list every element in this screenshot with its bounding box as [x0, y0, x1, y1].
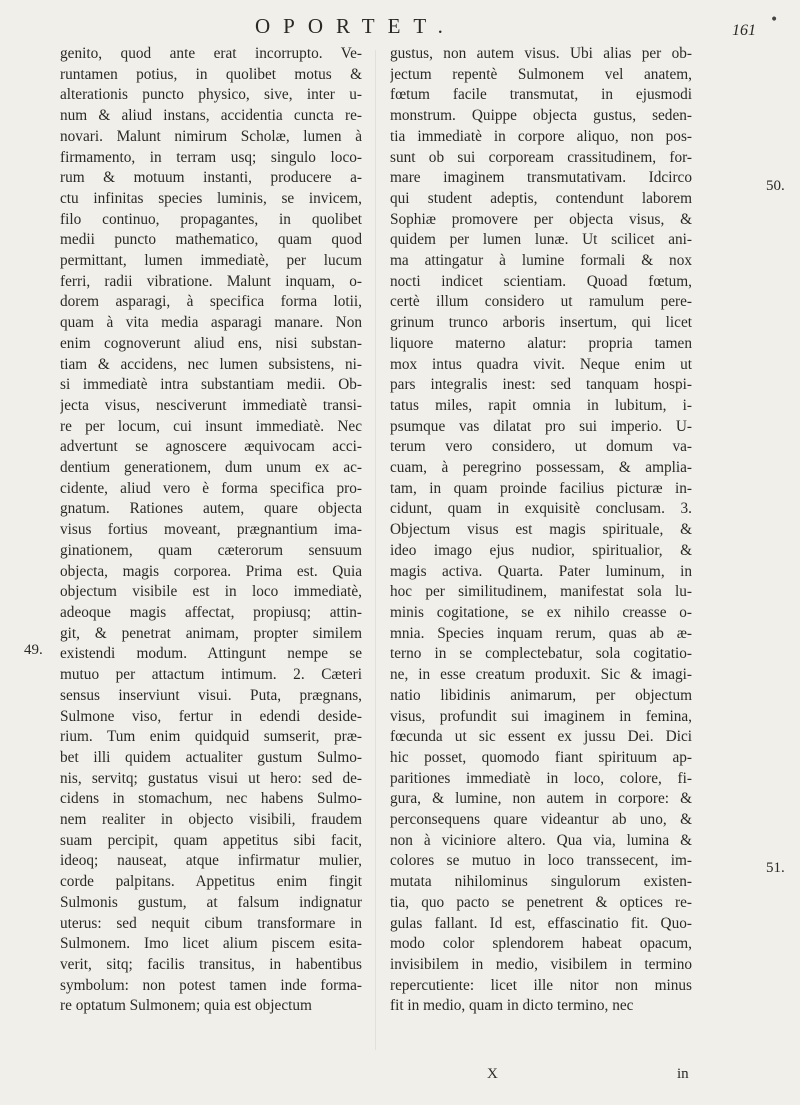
left-column-line: uterus: sed nequit cibum transformare in — [60, 914, 362, 932]
right-column-line: qui student adeptis, contendunt laborem — [390, 189, 692, 207]
right-column-line: mare imaginem transmutativam. Idcirco — [390, 169, 692, 187]
right-column-line: repercutiente: licet ille nitor non minus — [390, 976, 692, 994]
left-column-line: re optatum Sulmonem; quia est objectum — [60, 997, 312, 1015]
left-column-line: existendi modum. Attingunt nempe se — [60, 645, 362, 663]
right-column-line: mox intus quadra vivit. Neque enim ut — [390, 355, 692, 373]
right-column-line: Sophiæ promovere per objecta visus, & — [390, 210, 692, 228]
right-column-line: tia immediatè in corpore aliquo, non pos- — [390, 127, 692, 145]
left-column-line: filo continuo, propagantes, in quolibet — [60, 210, 362, 228]
right-column-line: tatus miles, rapit omnia in lubitum, i- — [390, 396, 692, 414]
right-column-line: fœtum facile transmutat, in ejusmodi — [390, 86, 692, 104]
right-text-column — [390, 44, 692, 1017]
margin-number-49: 49. — [24, 642, 43, 658]
right-column-line: gulas fallant. Id est, effascinatio fit. Quo- — [390, 914, 692, 932]
left-column-line: visus fortius moveant, prægnantium ima- — [60, 521, 362, 539]
left-column-line: firmamento, in terram usq; singulo loco- — [60, 148, 362, 166]
right-column-line: gura, & lumine, non autem in corpore: & — [390, 790, 692, 808]
left-column-line: objectum visibile est in loco immediatè, — [60, 583, 362, 601]
right-column-line: tam, in quam proinde facilius picturæ in- — [390, 479, 692, 497]
left-column-line: dorem asparagi, à specifica forma lotii, — [60, 293, 362, 311]
right-column-line: modo color splendorem habeat opacum, — [390, 935, 692, 953]
right-column-line: cidunt, quam in exquisitè conclusam. 3. — [390, 500, 692, 518]
right-column-line: terno in se complectebatur, sola cogitatio- — [390, 645, 692, 663]
left-column-line: tiam & accidens, nec lumen subsistens, ni- — [60, 355, 362, 373]
right-column-line: magis activa. Quarta. Pater luminum, in — [390, 562, 692, 580]
left-column-line: re per locum, cui insunt immediatè. Nec — [60, 417, 362, 435]
right-column-line: visus, profundit sui imaginem in femina, — [390, 707, 692, 725]
margin-number-50: 50. — [766, 178, 785, 194]
left-column-line: permittant, lumen immediatè, per lucum — [60, 252, 362, 270]
right-column-line: psumque vas dilatat pro sui imperio. U- — [390, 417, 692, 435]
right-column-line: mutata nihilominus singulorum existen- — [390, 873, 692, 891]
left-column-line: cidente, aliud vero è forma specifica pro- — [60, 479, 362, 497]
right-column-line: ma attingatur à lumine formali & nox — [390, 252, 692, 270]
left-column-line: symbolum: non potest tamen inde forma- — [60, 976, 362, 994]
left-column-line: suam percipit, quam appetitus sibi facit, — [60, 831, 362, 849]
left-column-line: nem realiter in objecto visibili, fraudem — [60, 811, 362, 829]
right-column-line: sunt ob sui corpoream crassitudinem, for- — [390, 148, 692, 166]
right-column-line: fit in medio, quam in dicto termino, nec — [390, 997, 634, 1015]
left-column-line: ginationem, quam cæterorum sensuum — [60, 541, 362, 559]
right-column-line: hoc per similitudinem, manifestat sola lu- — [390, 583, 692, 601]
left-column-line: bet illi quidem actualiter gustum Sulmo- — [60, 748, 362, 766]
right-column-line: ideo imago ejus nudior, spiritualior, & — [390, 541, 692, 559]
left-column-line: verit, sitq; facilis transitus, in habentibus — [60, 955, 362, 973]
right-column-line: pars integralis inest: sed tanquam hospi- — [390, 376, 692, 394]
right-column-line: cuam, à peregrino possessam, & amplia- — [390, 459, 692, 477]
right-column-line: fœcunda ut sic essent ex jussu Dei. Dici — [390, 728, 692, 746]
left-column-line: enim cognoverunt aliud ens, nisi substan- — [60, 334, 362, 352]
left-column-line: ctu infinitas species luminis, se invicem, — [60, 189, 362, 207]
right-column-line: Objectum visus est magis spirituale, & — [390, 521, 692, 539]
right-column-line: ne, in esse creatum produxit. Sic & imagi- — [390, 666, 692, 684]
margin-number-51: 51. — [766, 860, 785, 876]
right-column-line: colores se mutuo in loco transsecent, im- — [390, 852, 692, 870]
column-divider — [375, 50, 376, 1050]
left-column-line: nis, servitq; gustatus visui ut hero: sed de- — [60, 769, 362, 787]
left-column-line: sensus inserviunt visui. Puta, prægnans, — [60, 686, 362, 704]
left-column-line: num & aliud instans, accidentia cuncta re- — [60, 107, 362, 125]
left-column-line: Sulmonem. Imo licet alium piscem esita- — [60, 935, 362, 953]
right-column-line: jectum repentè Sulmonem vel anatem, — [390, 65, 692, 83]
left-column-line: quam à vita media asparagi manare. Non — [60, 314, 362, 332]
right-column-line: monstrum. Quippe objecta gustus, seden- — [390, 107, 692, 125]
right-column-line: natio libidinis animarum, per objectum — [390, 686, 692, 704]
right-column-line: grinum trunco arboris insertum, qui licet — [390, 314, 692, 332]
right-column-line: minis cogitatione, se ex nihilo creasse o- — [390, 603, 692, 621]
right-column-line: invisibilem in medio, visibilem in termino — [390, 955, 692, 973]
right-column-line: nocti indicet scientiam. Quoad fœtum, — [390, 272, 692, 290]
right-column-line: terum vero considero, ut domum va- — [390, 438, 692, 456]
left-column-line: rum & motuum instanti, producere a- — [60, 169, 362, 187]
left-column-line: alterationis puncto physico, sive, inter u- — [60, 86, 362, 104]
left-column-line: corde palpitans. Appetitus enim fingit — [60, 873, 362, 891]
right-column-line: gustus, non autem visus. Ubi alias per ob- — [390, 45, 692, 62]
left-column-line: genito, quod ante erat incorrupto. Ve- — [60, 45, 362, 62]
left-column-line: si immediatè intra substantiam medii. Ob- — [60, 376, 362, 394]
left-column-line: runtamen potius, in quolibet motus & — [60, 65, 362, 83]
left-column-line: rium. Tum enim quidquid sumserit, præ- — [60, 728, 362, 746]
right-column-line: tia, quo pacto se penetrent & optices re- — [390, 893, 692, 911]
right-column-line: liquore materno alatur: propria tamen — [390, 334, 692, 352]
right-column-line: certè illum considero ut ramulum pere- — [390, 293, 692, 311]
right-column-line: perconsequens quare videantur ab uno, & — [390, 811, 692, 829]
right-column-line: non à viciniore altero. Qua via, lumina & — [390, 831, 692, 849]
left-column-line: Sulmone viso, fertur in edendi deside- — [60, 707, 362, 725]
left-column-line: git, & penetrat animam, propter similem — [60, 624, 362, 642]
left-column-line: advertunt se agnoscere æquivocam acci- — [60, 438, 362, 456]
left-column-line: Sulmonis gustum, at falsum indignatur — [60, 893, 362, 911]
catchword: in — [677, 1066, 689, 1082]
signature-mark: X — [487, 1066, 498, 1082]
left-column-line: cidens in stomachum, nec habens Sulmo- — [60, 790, 362, 808]
left-column-line: ideoq; nauseat, atque infirmatur mulier, — [60, 852, 362, 870]
left-column-line: dentium generationem, dum unum ex ac- — [60, 459, 362, 477]
running-title: OPORTET. — [255, 14, 456, 38]
right-column-line: hic posset, quomodo fiant spirituum ap- — [390, 748, 692, 766]
left-column-line: adeoque magis affectat, propiusq; attin- — [60, 603, 362, 621]
left-column-line: objecta, magis corporea. Prima est. Quia — [60, 562, 362, 580]
page-number: 161 — [732, 22, 756, 39]
left-column-line: novari. Malunt nimirum Scholæ, lumen à — [60, 127, 362, 145]
left-column-line: mutuo per attactum intimum. 2. Cæteri — [60, 666, 362, 684]
left-column-line: medii puncto mathematico, quam quod — [60, 231, 362, 249]
right-column-line: quidem per lumen lunæ. Ut scilicet ani- — [390, 231, 692, 249]
right-column-line: paritiones immediatè in loco, colore, fi- — [390, 769, 692, 787]
corner-mark: • — [770, 12, 779, 28]
right-column-line: mnia. Species inquam rerum, quas ab æ- — [390, 624, 692, 642]
left-text-column — [60, 44, 362, 1017]
left-column-line: gnatum. Rationes autem, quare objecta — [60, 500, 362, 518]
left-column-line: ferri, radii vibratione. Malunt inquam, o- — [60, 272, 362, 290]
left-column-line: jecta visus, nesciverunt immediatè transi- — [60, 396, 362, 414]
